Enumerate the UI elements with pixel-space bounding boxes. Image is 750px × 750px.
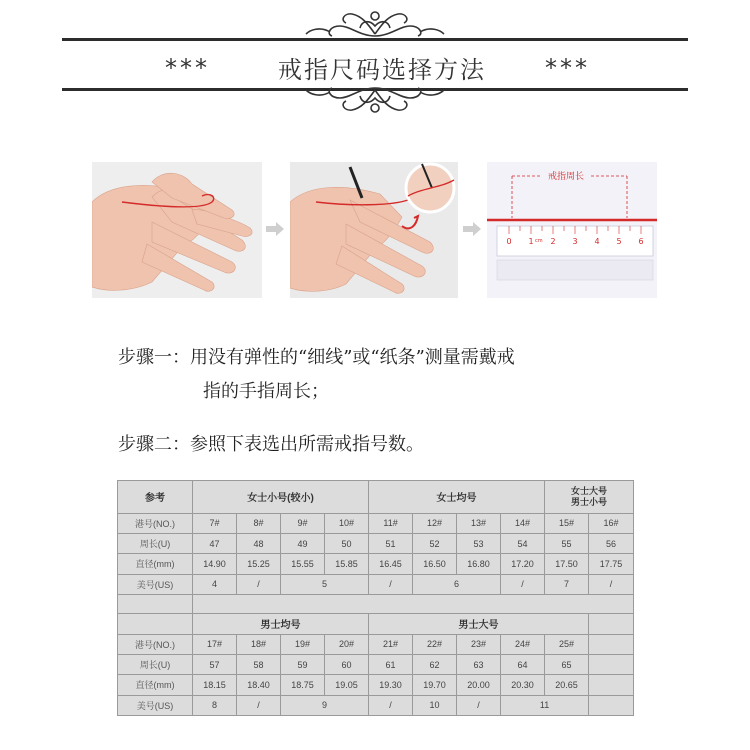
table-row: [118, 554, 634, 574]
table-cell: 4: [193, 574, 237, 594]
step-arrow-2: [463, 222, 481, 236]
ruler-tick-0: 0: [506, 237, 512, 246]
table-cell: 14.90: [193, 554, 237, 574]
row-label: 港号(NO.): [118, 513, 193, 533]
ruler-tick-2: 2: [550, 237, 556, 246]
table-cell: 22#: [413, 634, 457, 654]
table-header-row: [118, 481, 634, 514]
table-cell: 59: [281, 654, 325, 674]
table-row-us: [118, 695, 634, 715]
table-cell: 12#: [413, 513, 457, 533]
group-men-large: 男士大号: [369, 614, 589, 634]
row-label: 直径(mm): [118, 554, 193, 574]
table-cell: 17.75: [589, 554, 634, 574]
photo-marking-thread: [290, 162, 458, 298]
table-cell: 15.55: [281, 554, 325, 574]
table-cell: 20.65: [545, 675, 589, 695]
photo-ruler: [487, 162, 657, 298]
photo-hand-thread: [92, 162, 262, 298]
ring-size-table: [117, 480, 634, 716]
ruler-tick-4: 4: [594, 237, 600, 246]
ornament-top: [300, 8, 450, 38]
table-cell: 56: [589, 533, 634, 553]
table-cell: /: [589, 574, 634, 594]
table-cell: 20.00: [457, 675, 501, 695]
blank-header-cell: [589, 614, 634, 634]
group-women-standard: 女士均号: [369, 481, 545, 514]
table-cell: 47: [193, 533, 237, 553]
table-row: [118, 654, 634, 674]
ruler-tick-1: 1: [528, 237, 534, 246]
table-cell: /: [457, 695, 501, 715]
table-cell: 53: [457, 533, 501, 553]
table-cell: 19.70: [413, 675, 457, 695]
table-cell: 10#: [325, 513, 369, 533]
table-spacer-row: [118, 594, 634, 613]
table-row: [118, 675, 634, 695]
step-arrow-1: [266, 222, 284, 236]
group3-line2: 男士小号: [571, 496, 608, 507]
table-cell: 18.75: [281, 675, 325, 695]
table-cell: 7: [545, 574, 589, 594]
table-cell: 57: [193, 654, 237, 674]
table-cell: 25#: [545, 634, 589, 654]
table-cell: 11: [501, 695, 589, 715]
table-cell: 7#: [193, 513, 237, 533]
step2-text: 步骤二：参照下表选出所需戒指号数。: [118, 434, 424, 455]
ruler-tick-6: 6: [638, 237, 644, 246]
table-cell: /: [501, 574, 545, 594]
row-label: 直径(mm): [118, 675, 193, 695]
blank-header-cell: [118, 614, 193, 634]
table-cell: 18.15: [193, 675, 237, 695]
table-cell: /: [369, 695, 413, 715]
row-label: 周长(U): [118, 533, 193, 553]
row-label: 美号(US): [118, 574, 193, 594]
table-cell: 19.05: [325, 675, 369, 695]
table-cell: 9: [281, 695, 369, 715]
table-cell: [589, 654, 634, 674]
table-cell: 64: [501, 654, 545, 674]
group3-line1: 女士大号: [571, 485, 608, 496]
table-cell: 18#: [237, 634, 281, 654]
stars-left: ***: [165, 54, 210, 82]
table-cell: 17.20: [501, 554, 545, 574]
table-cell: 55: [545, 533, 589, 553]
table-cell: 19.30: [369, 675, 413, 695]
table-cell: 62: [413, 654, 457, 674]
table-cell: 9#: [281, 513, 325, 533]
table-cell: 15#: [545, 513, 589, 533]
page-title: 戒指尺码选择方法: [278, 56, 486, 84]
table-header-row-lower: [118, 614, 634, 634]
ruler-label: 戒指周长: [547, 172, 585, 182]
table-cell: 16#: [589, 513, 634, 533]
table-cell: 65: [545, 654, 589, 674]
ruler-unit: cm: [535, 238, 543, 244]
table-cell: 20.30: [501, 675, 545, 695]
table-cell: 6: [413, 574, 501, 594]
table-cell: /: [369, 574, 413, 594]
table-cell: 16.50: [413, 554, 457, 574]
table-cell: 58: [237, 654, 281, 674]
ruler-tick-3: 3: [572, 237, 578, 246]
table-cell: [589, 634, 634, 654]
table-cell: 20#: [325, 634, 369, 654]
step1-line1: 步骤一：用没有弹性的“细线”或“纸条”测量需戴戒: [118, 347, 515, 368]
table-cell: 17.50: [545, 554, 589, 574]
row-label: 美号(US): [118, 695, 193, 715]
group-women-large-men-small: [545, 481, 634, 514]
table-cell: 19#: [281, 634, 325, 654]
table-cell: 60: [325, 654, 369, 674]
table-cell: 5: [281, 574, 369, 594]
table-cell: 15.25: [237, 554, 281, 574]
table-cell: 8: [193, 695, 237, 715]
group-men-standard: 男士均号: [193, 614, 369, 634]
ruler-tick-5: 5: [616, 237, 622, 246]
ref-header: 参考: [118, 481, 193, 514]
table-cell: [589, 675, 634, 695]
header-top-rule: [62, 38, 688, 41]
table-cell: 52: [413, 533, 457, 553]
table-cell: 24#: [501, 634, 545, 654]
table-row: [118, 634, 634, 654]
spacer-cell: [193, 594, 634, 613]
table-cell: 61: [369, 654, 413, 674]
table-cell: 18.40: [237, 675, 281, 695]
table-row: [118, 533, 634, 553]
table-cell: 14#: [501, 513, 545, 533]
table-cell: 11#: [369, 513, 413, 533]
table-cell: 21#: [369, 634, 413, 654]
table-cell: /: [237, 574, 281, 594]
ornament-bottom: [300, 86, 450, 116]
table-cell: [589, 695, 634, 715]
spacer-cell: [118, 594, 193, 613]
table-cell: 8#: [237, 513, 281, 533]
table-cell: 63: [457, 654, 501, 674]
table-cell: 13#: [457, 513, 501, 533]
table-cell: 48: [237, 533, 281, 553]
group-women-small: 女士小号(较小): [193, 481, 369, 514]
table-cell: 16.45: [369, 554, 413, 574]
stars-right: ***: [545, 54, 590, 82]
table-cell: 51: [369, 533, 413, 553]
step1-line2: 指的手指周长；: [203, 381, 329, 402]
table-cell: 17#: [193, 634, 237, 654]
table-cell: 49: [281, 533, 325, 553]
table-cell: 54: [501, 533, 545, 553]
table-row: [118, 513, 634, 533]
table-cell: /: [237, 695, 281, 715]
table-cell: 15.85: [325, 554, 369, 574]
row-label: 港号(NO.): [118, 634, 193, 654]
table-cell: 16.80: [457, 554, 501, 574]
table-row-us: [118, 574, 634, 594]
table-cell: 23#: [457, 634, 501, 654]
table-cell: 50: [325, 533, 369, 553]
table-cell: 10: [413, 695, 457, 715]
row-label: 周长(U): [118, 654, 193, 674]
